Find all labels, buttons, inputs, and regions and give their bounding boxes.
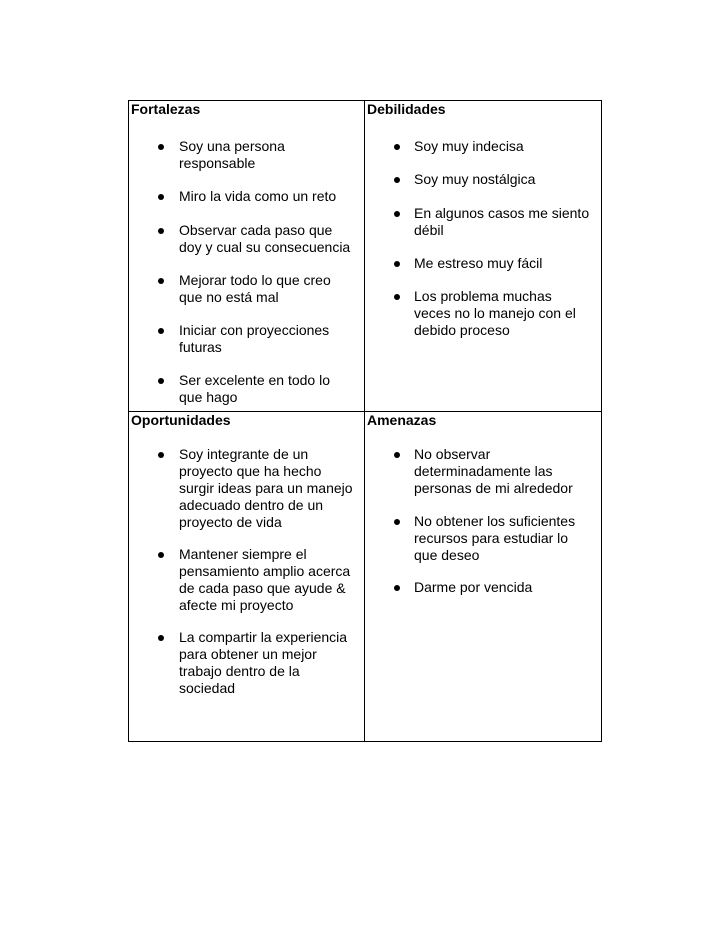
- strengths-heading: Fortalezas: [131, 101, 201, 117]
- swot-table: [128, 100, 602, 742]
- list-item-text: Soy muy indecisa: [414, 138, 524, 154]
- threats-cell: [365, 412, 602, 742]
- bullet-icon: [394, 294, 400, 300]
- weaknesses-cell: [365, 101, 602, 412]
- bullet-icon: [158, 635, 164, 641]
- list-item-text: Iniciar con proyecciones futuras: [179, 322, 330, 355]
- list-item-text: Miro la vida como un reto: [179, 188, 337, 204]
- opportunities-heading: Oportunidades: [131, 412, 231, 428]
- bullet-icon: [158, 278, 164, 284]
- bullet-icon: [158, 552, 164, 558]
- opportunities-cell: [129, 412, 365, 742]
- list-item-text: Soy una persona responsable: [179, 138, 285, 171]
- list-item-text: En algunos casos me siento débil: [414, 205, 590, 238]
- bullet-icon: [394, 144, 400, 150]
- bullet-icon: [158, 378, 164, 384]
- list-item-text: No observar determinadamente las personas de mi alrededor: [414, 446, 573, 496]
- list-item-text: Soy integrante de un proyecto que ha hecho surgir ideas para un manejo adecuado dentro de un proyecto de vida: [179, 446, 353, 530]
- list-item-text: Mejorar todo lo que creo que no está mal: [179, 272, 331, 305]
- bullet-icon: [394, 177, 400, 183]
- list-item-text: La compartir la experiencia para obtener un mejor trabajo dentro de la sociedad: [179, 629, 348, 696]
- list-item-text: Me estreso muy fácil: [414, 255, 543, 271]
- list-item-text: No obtener los suficientes recursos para estudiar lo que deseo: [414, 513, 576, 563]
- bullet-icon: [158, 328, 164, 334]
- bullet-icon: [394, 452, 400, 458]
- list-item-text: Soy muy nostálgica: [414, 171, 536, 187]
- strengths-cell: [129, 101, 365, 412]
- list-item-text: Darme por vencida: [414, 579, 533, 595]
- threats-heading: Amenazas: [367, 412, 437, 428]
- bullet-icon: [158, 452, 164, 458]
- bullet-icon: [394, 261, 400, 267]
- weaknesses-heading: Debilidades: [367, 101, 446, 117]
- list-item-text: Ser excelente en todo lo que hago: [179, 372, 330, 405]
- list-item-text: Observar cada paso que doy y cual su consecuencia: [179, 222, 351, 255]
- bullet-icon: [394, 585, 400, 591]
- bullet-icon: [158, 228, 164, 234]
- list-item-text: Los problema muchas veces no lo manejo con el debido proceso: [414, 288, 576, 338]
- bullet-icon: [158, 144, 164, 150]
- bullet-icon: [158, 194, 164, 200]
- bullet-icon: [394, 519, 400, 525]
- list-item-text: Mantener siempre el pensamiento amplio acerca de cada paso que ayude & afecte mi proyecto: [179, 546, 351, 613]
- bullet-icon: [394, 211, 400, 217]
